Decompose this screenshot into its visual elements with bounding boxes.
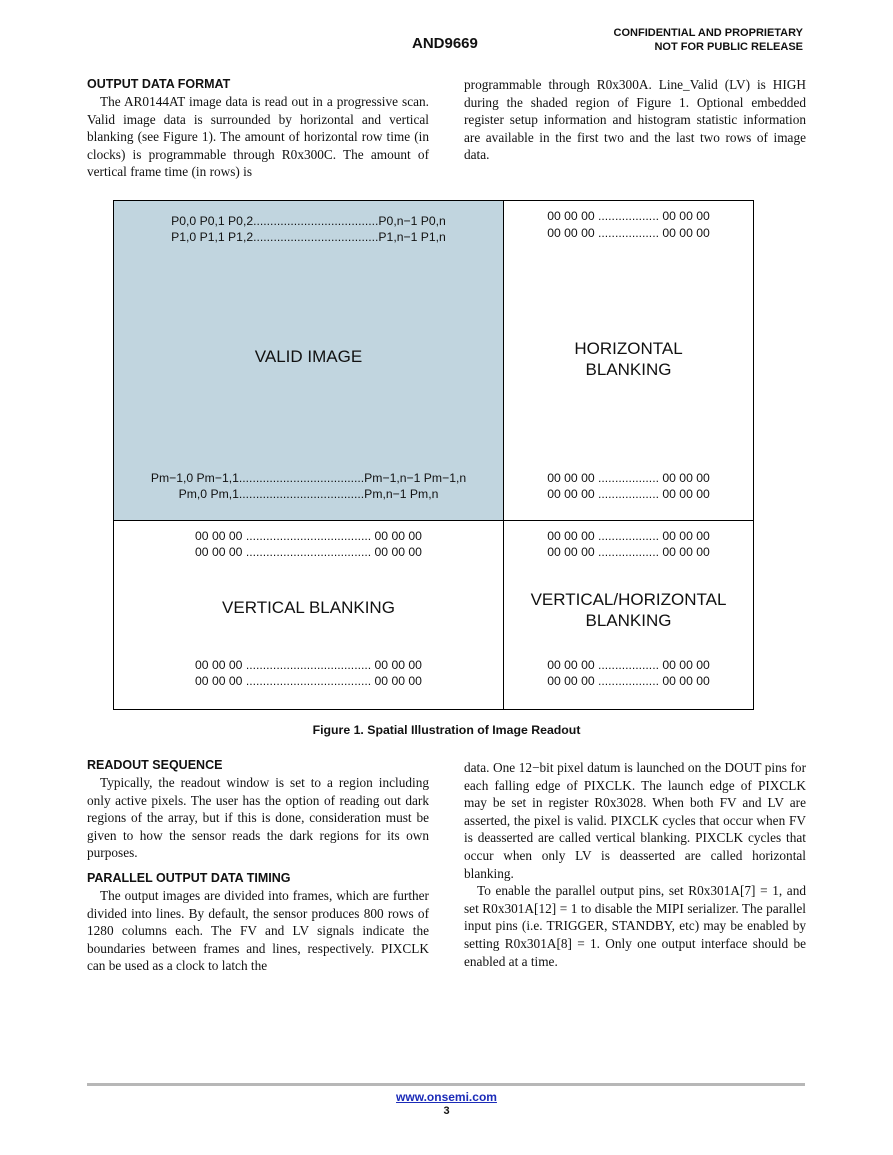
vertical-blanking-region [114, 521, 504, 709]
blank-row: 00 00 00 .................. 00 00 00 [547, 545, 710, 559]
blank-row: 00 00 00 .................. 00 00 00 [547, 226, 710, 240]
figure-image-readout [113, 200, 754, 710]
blank-row: 00 00 00 .................. 00 00 00 [547, 209, 710, 223]
pixel-row-m-1: Pm−1,0 Pm−1,1.....................................Pm−1,n−1 Pm−1,n [150, 471, 467, 485]
website-link[interactable]: www.onsemi.com [396, 1090, 497, 1104]
blank-row: 00 00 00 .................. 00 00 00 [547, 658, 710, 672]
paragraph: programmable through R0x300A. Line_Valid (LV) is HIGH during the shaded region of Figure 1. Optional embedded register setup information and histogram statistic information are available in the first two and the last two rows of image data. [464, 77, 806, 163]
vh-blanking-label-1: VERTICAL/HORIZONTAL [530, 590, 727, 609]
blank-row: 00 00 00 .................. 00 00 00 [547, 487, 710, 501]
confidential-line-2: NOT FOR PUBLIC RELEASE [654, 41, 803, 53]
section-output-data-format-left [87, 76, 429, 181]
blank-row: 00 00 00 .................. 00 00 00 [547, 471, 710, 485]
vertical-blanking-label: VERTICAL BLANKING [222, 598, 395, 617]
page-number: 3 [443, 1105, 450, 1117]
blank-row: 00 00 00 ..................................... 00 00 00 [195, 658, 422, 672]
pixel-row-m: Pm,0 Pm,1.....................................Pm,n−1 Pm,n [178, 487, 439, 501]
figure-caption: Figure 1. Spatial Illustration of Image Readout [312, 723, 581, 737]
blank-row: 00 00 00 .................. 00 00 00 [547, 674, 710, 688]
valid-image-label: VALID IMAGE [254, 347, 363, 366]
horizontal-blanking-label-1: HORIZONTAL [574, 339, 683, 358]
confidential-line-1: CONFIDENTIAL AND PROPRIETARY [613, 27, 803, 39]
confidentiality-notice [614, 26, 803, 54]
valid-image-region [114, 201, 504, 521]
paragraph: The output images are divided into frames, which are further divided into lines. By default, the sensor produces 800 rows of 1280 columns each. The FV and LV signals indicate the boundaries between frames and lines, respectively. PIXCLK can be used as a clock to latch the [87, 887, 429, 974]
horizontal-blanking-region [504, 201, 753, 521]
section-heading: PARALLEL OUTPUT DATA TIMING [87, 870, 291, 885]
lower-right-column [464, 759, 806, 970]
section-heading: READOUT SEQUENCE [87, 758, 223, 772]
paragraph: The AR0144AT image data is read out in a progressive scan. Valid image data is surrounded by horizontal and vertical blanking (see Figure 1). The amount of horizontal row time (in clocks) is programmable through R0x300C. The amount of vertical frame time (in rows) is [87, 94, 429, 180]
horizontal-blanking-label-2: BLANKING [585, 360, 672, 379]
vertical-horizontal-blanking-region [504, 521, 753, 709]
document-id: AND9669 [412, 35, 478, 52]
footer-rule [87, 1083, 805, 1086]
section-heading: OUTPUT DATA FORMAT [87, 77, 231, 91]
lower-left-column [87, 757, 429, 975]
blank-row: 00 00 00 ..................................... 00 00 00 [195, 529, 422, 543]
paragraph: data. One 12−bit pixel datum is launched on the DOUT pins for each falling edge of PIXCLK. The launch edge of PIXCLK may be set in register R0x3028. When both FV and LV are asserted, the pixel is valid. PIXCLK cycles that occur when FV is deasserted are called vertical blanking. PIXCLK cycles that occur when only LV is deasserted are called horizontal blanking. [464, 760, 806, 881]
paragraph: To enable the parallel output pins, set R0x301A[7] = 1, and set R0x301A[12] = 1 to disable the MIPI serializer. The parallel input pins (i.e. TRIGGER, STANDBY, etc) may be enabled by setting R0x301A[8] = 1. Only one output interface should be enabled at a time. [464, 883, 806, 969]
pixel-row-1: P1,0 P1,1 P1,2.....................................P1,n−1 P1,n [171, 230, 446, 244]
blank-row: 00 00 00 ..................................... 00 00 00 [195, 674, 422, 688]
section-output-data-format-right [464, 76, 806, 164]
paragraph: Typically, the readout window is set to a region including only active pixels. The user has the option of reading out dark regions of the array, but if this is done, consideration must be given to how the sensor reads the dark regions for its own purposes. [87, 775, 429, 861]
blank-row: 00 00 00 .................. 00 00 00 [547, 529, 710, 543]
vh-blanking-label-2: BLANKING [585, 611, 672, 630]
pixel-row-0: P0,0 P0,1 P0,2.....................................P0,n−1 P0,n [171, 214, 446, 228]
blank-row: 00 00 00 ..................................... 00 00 00 [195, 545, 422, 559]
